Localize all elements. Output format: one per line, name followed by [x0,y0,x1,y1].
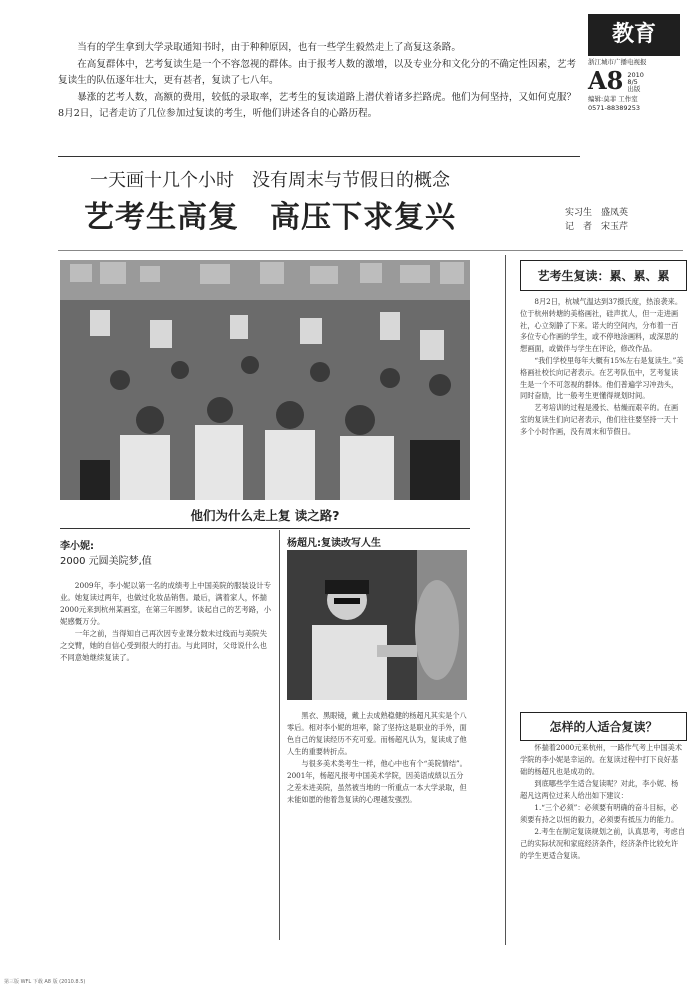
article-headline: 艺考生高复 高压下求复兴 [84,200,456,235]
page-footer: 第三版 WFL 下载 A8 版 (2010.8.5) [4,979,86,985]
lead-block [58,40,578,123]
studio-photo-graphic [60,260,470,500]
sidebar2-text [520,742,685,862]
page-number: A8 [588,66,624,95]
article-paragraph: 与很多美术类考生一样，他心中也有个“美院情结”。2001年，杨超凡报考中国美术学院，因美语成绩以五分之差未进美院，虽然被当地的一所重点一本大学录取，但未能如愿的他着急复读的心理越发强烈。 [287,759,467,804]
student1-subhead: 2000 元圆美院梦,值 [60,556,152,567]
sidebar-paragraph: 艺考培训的过程是漫长、枯燥而艰辛的。在画室的复读生们向记者表示，他们往往要坚持一天十多个小时作画，没有周末和节假日。 [520,403,679,436]
section-tag: 教育 [588,14,680,56]
student1-name: 李小妮: [60,541,94,552]
article-paragraph: 黑衣、黑眼镜，戴上去成熟稳健的杨超凡其实是个八零后。相对李小妮的坦率，除了坚持这是职业的手外，面色自己的复读经历不充可爱。而杨超凡认为，复读成了他人生的重要转折点。 [287,711,467,756]
article-subhead: 一天画十几个小时 没有周末与节假日的概念 [90,170,450,191]
column-divider [279,530,280,940]
column-divider [505,255,506,945]
sidebar1-title: 艺考生复读：累、累、累 [520,260,687,291]
date-day: 8/5 [627,78,638,86]
masthead-info [588,58,680,113]
sidebar-paragraph: 到底哪些学生适合复读呢？对此，李小妮、杨超凡这两位过来人给出如下建议： [520,779,679,800]
sidebar-paragraph: “我们学校里每年大概有15%左右是复读生。”美格画社校长向记者表示。在艺考队伍中，艺考复读生是一个不可忽视的群体。他们普遍学习冲劲头，同时奋励，比一般考生更懂得规划时间。 [520,355,684,401]
photo-caption: 他们为什么走上复 读之路? [60,502,470,529]
paper-name: 浙江城市广播电视报 [588,58,647,66]
student2-name: 杨超凡:复读改写人生 [287,538,381,549]
studio-photo [60,260,470,500]
article-paragraph: 一年之前，当得知自己再次因专业课分数未过线而与美院失之交臂，她的自信心受到很大的打击。与此同时，父母说什么也不同意她继续复读了。 [60,629,267,662]
sidebar2-title: 怎样的人适合复读？ [520,712,687,741]
date-note: 出版 [627,85,641,93]
editor-line: 编辑:莫菲 工作室 [588,95,638,103]
sidebar1-text [520,296,685,438]
sidebar-paragraph: 2.考生在制定复读规划之前，认真思考，考虑自己的实际状况和家庭经济条件，经济条件比较允许的学生更适合复读。 [520,827,686,860]
byline-reporter: 记 者 宋玉芹 [565,222,629,232]
portrait-graphic [287,550,467,700]
phone-line: 0571-88389253 [588,104,640,112]
lead-divider [58,156,580,157]
headline-divider [58,250,683,251]
left-column-text [60,580,272,664]
middle-column-text [287,710,470,806]
article-paragraph: 2009年，李小妮以第一名的成绩考上中国美院的服装设计专业。她复读过两年，也做过化妆品销售。最后，满着家人，怀揣2000元来到杭州某画室，在第三年圆梦。谈起自己的艺考路，小妮感慨万分。 [60,581,271,626]
portrait-photo [287,550,467,700]
date-year: 2010 [627,71,644,79]
byline [565,206,685,234]
byline-intern: 实习生 盛凤英 [565,208,629,218]
lead-paragraph: 当有的学生拿到大学录取通知书时，由于种种原因，也有一些学生毅然走上了高复这条路。 [77,42,461,53]
lead-paragraph: 在高复群体中，艺考复读生是一个不容忽视的群体。由于报考人数的激增，以及专业分和文化分的不确定性因素，艺考复读生的队伍逐年壮大，更有甚者，复读了七八年。 [58,58,577,87]
sidebar-paragraph: 1.“三个必须”：必须要有明确的奋斗目标，必须要有持之以恒的毅力，必须要有抵压力的能力。 [520,803,679,824]
sidebar-paragraph: 8月2日，杭城气温达到37摄氏度，热浪袭来。位于杭州转塘的美格画社，硅声扰人，但一走进画社，心立刻静了下来。诺大的空间内，分布着一百多位专心作画的学生，或不停地涂画料，或深思的想画面，或做伴与学生在评论，修改作品。 [520,297,683,354]
lead-paragraph: 暴涨的艺考人数，高额的费用，较低的录取率，艺考生的复读道路上潜伏着诸多拦路虎。他们为何坚持，又如何克服？8月2日，记者走访了几位参加过复读的考生，听他们讲述各自的心路历程。 [58,91,577,120]
sidebar-paragraph: 怀揣着2000元来杭州，一路作气考上中国美术学院的李小妮是幸运的。在复读过程中打下良好基础的杨超凡也是成功的。 [520,743,683,776]
